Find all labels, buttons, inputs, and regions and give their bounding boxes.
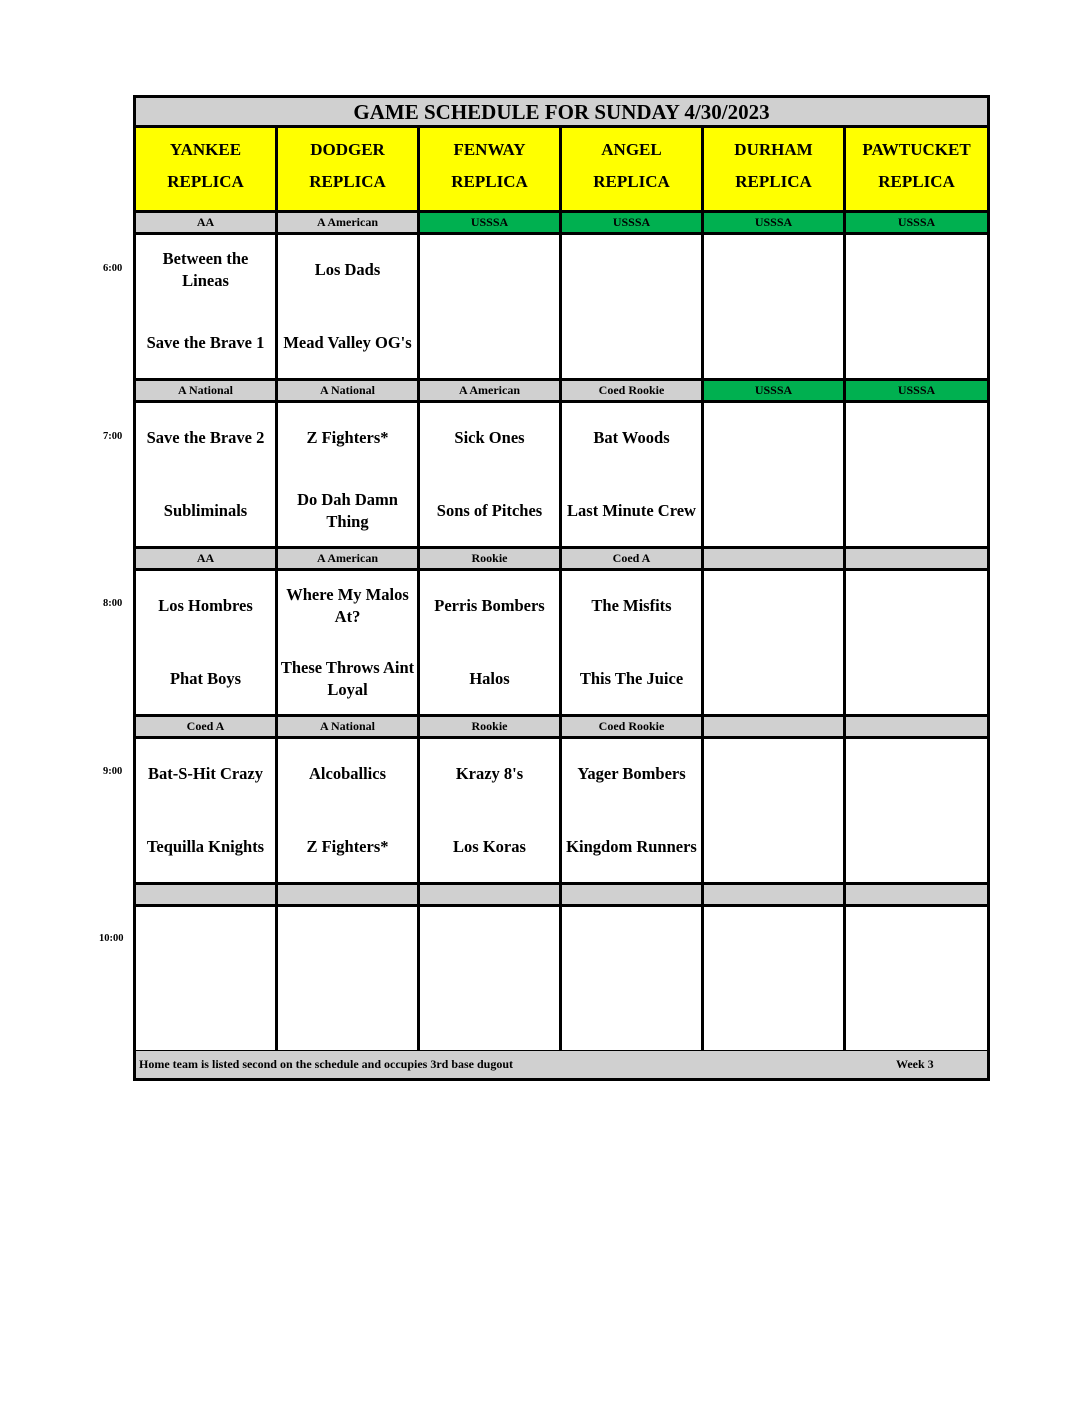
schedule-grid xyxy=(136,213,987,1046)
game-cell xyxy=(136,907,278,1053)
division-label: Rookie xyxy=(420,717,562,739)
home-team: Do Dah Damn Thing xyxy=(297,490,398,531)
away-team: Bat Woods xyxy=(593,428,670,447)
away-team xyxy=(704,920,843,964)
away-team: Yager Bombers xyxy=(577,764,686,783)
division-label xyxy=(562,885,704,907)
field-name: FENWAY xyxy=(453,140,526,159)
game-cell xyxy=(420,739,562,885)
home-team xyxy=(136,993,275,1037)
home-team xyxy=(562,993,701,1037)
away-team: Los Hombres xyxy=(158,596,253,615)
time-label: 6:00 xyxy=(103,263,123,274)
time-slot-block xyxy=(136,213,987,381)
field-type: REPLICA xyxy=(167,172,244,191)
home-team: Kingdom Runners xyxy=(566,837,697,856)
away-team xyxy=(704,752,843,796)
home-team xyxy=(846,657,987,701)
away-team xyxy=(846,752,987,796)
game-cell xyxy=(136,235,278,381)
field-header-3 xyxy=(562,128,704,213)
game-cell xyxy=(704,907,846,1053)
division-label xyxy=(704,885,846,907)
home-team xyxy=(846,321,987,365)
division-label: USSSA xyxy=(846,381,987,403)
division-label xyxy=(846,717,987,739)
home-team: Subliminals xyxy=(163,501,248,520)
field-header-0 xyxy=(136,128,278,213)
away-team xyxy=(704,584,843,628)
game-cell xyxy=(846,235,987,381)
game-cell xyxy=(562,739,704,885)
away-team: Perris Bombers xyxy=(434,596,545,615)
away-team: Between the Lineas xyxy=(162,249,249,290)
field-header-4 xyxy=(704,128,846,213)
game-cell xyxy=(420,235,562,381)
away-team xyxy=(420,920,559,964)
division-label: AA xyxy=(136,213,278,235)
time-slot-block xyxy=(136,549,987,717)
away-team xyxy=(562,920,701,964)
game-cell xyxy=(278,235,420,381)
game-cell xyxy=(704,235,846,381)
away-team: Where My Malos At? xyxy=(286,585,409,626)
field-header-5 xyxy=(846,128,987,213)
home-team xyxy=(420,321,559,365)
division-label: USSSA xyxy=(846,213,987,235)
home-team: These Throws Aint Loyal xyxy=(280,658,415,699)
division-label xyxy=(136,885,278,907)
division-label: USSSA xyxy=(704,381,846,403)
game-cell xyxy=(420,907,562,1053)
division-label: A National xyxy=(278,717,420,739)
schedule-title: GAME SCHEDULE FOR SUNDAY 4/30/2023 xyxy=(136,98,987,128)
home-team: Tequilla Knights xyxy=(146,837,265,856)
time-slot-block xyxy=(136,381,987,549)
field-type: REPLICA xyxy=(735,172,812,191)
game-cell xyxy=(704,403,846,549)
home-team: Halos xyxy=(469,669,510,688)
time-label: 9:00 xyxy=(103,766,123,777)
away-team: Krazy 8's xyxy=(455,764,524,783)
home-team xyxy=(846,993,987,1037)
time-column xyxy=(0,0,133,1100)
away-team xyxy=(846,248,987,292)
home-team xyxy=(846,489,987,533)
home-team xyxy=(420,993,559,1037)
field-name: YANKEE xyxy=(169,140,242,159)
away-team: Los Dads xyxy=(314,260,381,279)
home-team: Sons of Pitches xyxy=(436,501,543,520)
home-team xyxy=(562,321,701,365)
division-label: A American xyxy=(278,549,420,571)
home-team xyxy=(704,657,843,701)
time-slot-block xyxy=(136,717,987,885)
game-cell xyxy=(278,403,420,549)
game-cell xyxy=(278,907,420,1053)
game-cell xyxy=(136,571,278,717)
away-team: Sick Ones xyxy=(454,428,525,447)
schedule-table xyxy=(133,95,990,1081)
game-cell xyxy=(420,403,562,549)
game-cell xyxy=(278,739,420,885)
away-team xyxy=(562,248,701,292)
week-label: Week 3 xyxy=(896,1057,934,1071)
home-team: Save the Brave 1 xyxy=(146,333,265,352)
away-team: Alcoballics xyxy=(309,764,386,783)
division-label: Coed Rookie xyxy=(562,717,704,739)
division-label xyxy=(846,885,987,907)
home-team xyxy=(704,993,843,1037)
division-label: Rookie xyxy=(420,549,562,571)
game-cell xyxy=(562,403,704,549)
away-team xyxy=(278,920,417,964)
division-label: A American xyxy=(420,381,562,403)
game-cell xyxy=(136,739,278,885)
home-team xyxy=(704,321,843,365)
division-label: AA xyxy=(136,549,278,571)
home-team: Mead Valley OG's xyxy=(283,333,412,352)
time-label: 7:00 xyxy=(103,431,123,442)
field-name: DURHAM xyxy=(734,140,813,159)
game-cell xyxy=(846,403,987,549)
away-team xyxy=(704,416,843,460)
division-label xyxy=(278,885,420,907)
game-cell xyxy=(704,571,846,717)
division-label: A National xyxy=(278,381,420,403)
away-team xyxy=(704,248,843,292)
division-label: Coed Rookie xyxy=(562,381,704,403)
game-cell xyxy=(136,403,278,549)
away-team xyxy=(846,584,987,628)
game-cell xyxy=(562,571,704,717)
away-team xyxy=(420,248,559,292)
field-type: REPLICA xyxy=(878,172,955,191)
home-team xyxy=(704,489,843,533)
away-team: Z Fighters* xyxy=(306,428,389,447)
home-team: Z Fighters* xyxy=(306,837,389,856)
away-team xyxy=(846,920,987,964)
field-header-row xyxy=(136,128,987,213)
home-team xyxy=(846,825,987,869)
game-cell xyxy=(846,907,987,1053)
field-type: REPLICA xyxy=(593,172,670,191)
field-name: ANGEL xyxy=(601,140,662,159)
division-label: A American xyxy=(278,213,420,235)
field-name: PAWTUCKET xyxy=(862,140,971,159)
game-cell xyxy=(562,907,704,1053)
game-cell xyxy=(420,571,562,717)
division-label: USSSA xyxy=(562,213,704,235)
division-label: USSSA xyxy=(704,213,846,235)
away-team: Bat-S-Hit Crazy xyxy=(147,764,264,783)
footer-note: Home team is listed second on the schedule and occupies 3rd base dugout xyxy=(139,1057,514,1071)
away-team xyxy=(136,920,275,964)
home-team xyxy=(704,825,843,869)
field-type: REPLICA xyxy=(309,172,386,191)
division-label xyxy=(704,549,846,571)
home-team: This The Juice xyxy=(579,669,684,688)
game-cell xyxy=(704,739,846,885)
away-team: The Misfits xyxy=(591,596,672,615)
footer-bar xyxy=(136,1051,987,1078)
away-team xyxy=(846,416,987,460)
field-type: REPLICA xyxy=(451,172,528,191)
game-cell xyxy=(846,739,987,885)
field-header-1 xyxy=(278,128,420,213)
game-cell xyxy=(562,235,704,381)
game-cell xyxy=(846,571,987,717)
away-team: Save the Brave 2 xyxy=(146,428,265,447)
division-label: Coed A xyxy=(136,717,278,739)
home-team: Los Koras xyxy=(453,837,526,856)
home-team: Phat Boys xyxy=(169,669,242,688)
field-header-2 xyxy=(420,128,562,213)
home-team xyxy=(278,993,417,1037)
division-label: USSSA xyxy=(420,213,562,235)
time-label: 8:00 xyxy=(103,598,123,609)
time-label: 10:00 xyxy=(99,933,124,944)
division-label: Coed A xyxy=(562,549,704,571)
division-label xyxy=(420,885,562,907)
division-label: A National xyxy=(136,381,278,403)
division-label xyxy=(704,717,846,739)
division-label xyxy=(846,549,987,571)
game-cell xyxy=(278,571,420,717)
time-slot-block xyxy=(136,885,987,1053)
field-name: DODGER xyxy=(310,140,385,159)
home-team: Last Minute Crew xyxy=(567,501,696,520)
